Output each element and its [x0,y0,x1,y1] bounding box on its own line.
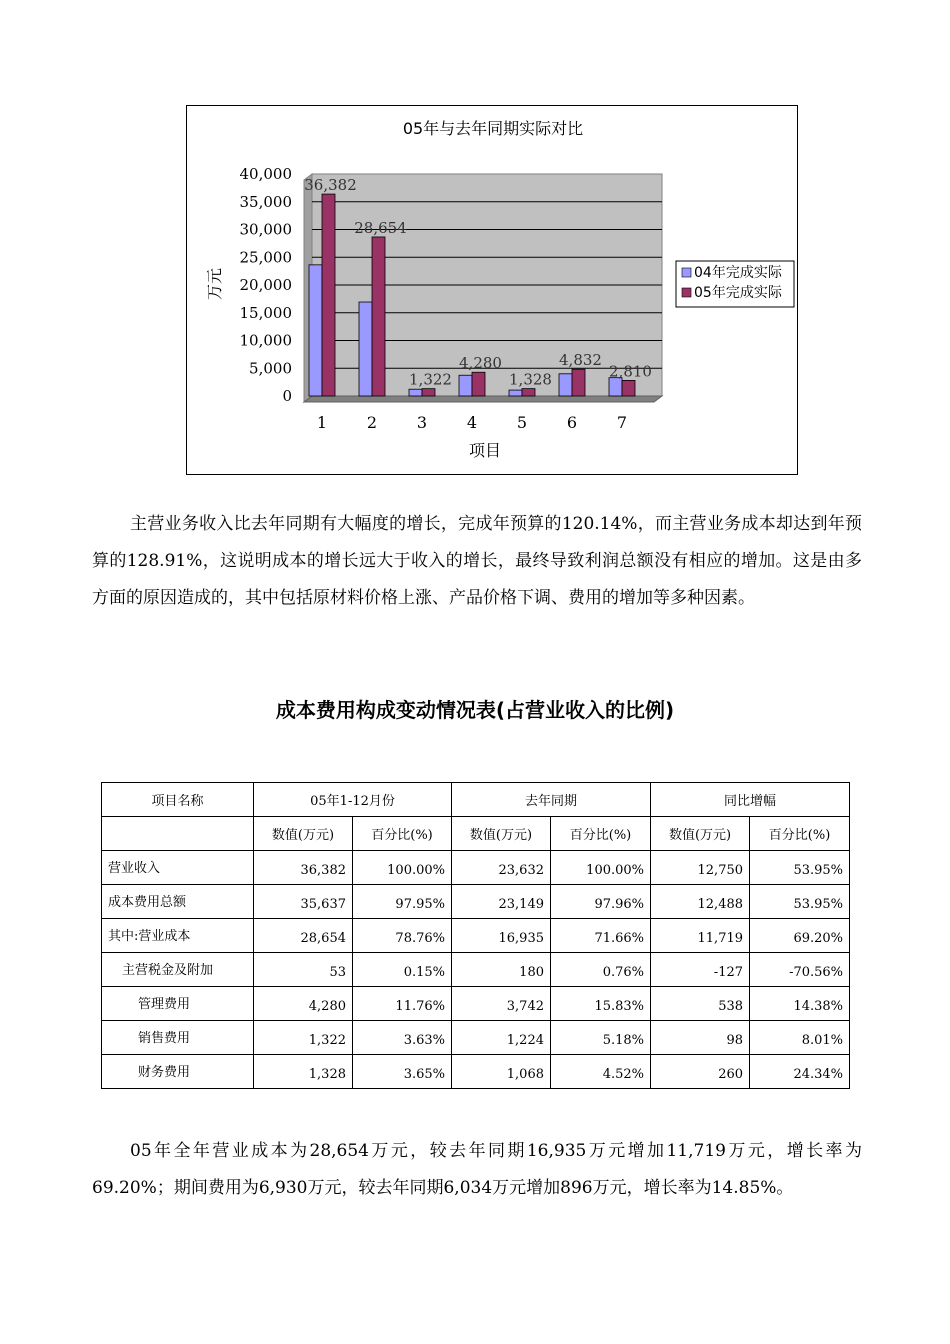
cell-percent: 100.00% [353,851,452,885]
cell-value: -127 [651,953,750,987]
cell-value: 35,637 [254,885,353,919]
data-label: 1,322 [409,370,452,389]
bar-04-item-4 [459,375,472,396]
row-name: 营业收入 [102,851,254,885]
cell-value: 260 [651,1055,750,1089]
cell-value: 53 [254,953,353,987]
table-row [102,885,850,919]
bar-05-item-7 [622,380,635,396]
cell-value: 16,935 [452,919,551,953]
bar-05-item-5 [522,389,535,396]
y-tick-label: 30,000 [239,220,292,239]
subheader-value: 数值(万元) [254,817,353,851]
plot-floor [304,396,662,402]
header-last-year: 去年同期 [452,783,651,817]
data-label: 36,382 [304,176,357,195]
row-name: 财务费用 [102,1055,254,1089]
row-name: 成本费用总额 [102,885,254,919]
cell-value: 28,654 [254,919,353,953]
data-label: 4,832 [559,351,602,370]
table-row [102,919,850,953]
cell-percent: 5.18% [551,1021,651,1055]
y-tick-label: 0 [282,387,292,405]
cell-value: 23,632 [452,851,551,885]
cell-percent: 8.01% [750,1021,850,1055]
cell-percent: 0.15% [353,953,452,987]
x-tick-label: 3 [416,413,428,432]
cell-percent: 100.00% [551,851,651,885]
y-tick-label: 25,000 [239,248,292,267]
bar-04-item-5 [509,390,522,396]
data-label: 4,280 [459,354,502,373]
legend-swatch [682,268,691,277]
table-row [102,953,850,987]
cell-percent: 97.95% [353,885,452,919]
table-row [102,1055,850,1089]
bar-05-item-6 [572,369,585,396]
cell-percent: -70.56% [750,953,850,987]
data-label: 2,810 [609,362,652,381]
bar-chart [187,106,799,476]
cell-value: 36,382 [254,851,353,885]
chart-frame [186,105,798,475]
x-axis-label: 项目 [468,441,502,460]
header-2005: 05年1-12月份 [254,783,452,817]
legend-label: 05年完成实际 [694,285,782,301]
cell-value: 4,280 [254,987,353,1021]
subheader-percent: 百分比(%) [750,817,850,851]
cell-percent: 71.66% [551,919,651,953]
paragraph-cost-analysis: 05年全年营业成本为28,654万元，较去年同期16,935万元增加11,719万元，增长率为69.20%；期间费用为6,930万元，较去年同期6,034万元增加896万元，增长率为14.85%。 [92,1141,862,1198]
bar-04-item-1 [309,265,322,396]
cell-percent: 97.96% [551,885,651,919]
x-tick-label: 1 [316,413,328,432]
cell-percent: 15.83% [551,987,651,1021]
cell-value: 98 [651,1021,750,1055]
cell-percent: 53.95% [750,851,850,885]
y-tick-label: 35,000 [239,192,292,211]
cell-percent: 4.52% [551,1055,651,1089]
y-tick-label: 5,000 [249,359,292,378]
table-row [102,987,850,1021]
cell-value: 1,224 [452,1021,551,1055]
cell-percent: 3.65% [353,1055,452,1089]
cell-value: 23,149 [452,885,551,919]
x-tick-label: 5 [516,413,528,432]
x-tick-label: 6 [566,413,578,432]
cell-value: 538 [651,987,750,1021]
subheader-percent: 百分比(%) [353,817,452,851]
x-tick-label: 4 [466,413,478,432]
cell-value: 3,742 [452,987,551,1021]
y-tick-label: 20,000 [239,276,292,294]
bar-05-item-1 [322,194,335,396]
cell-percent: 11.76% [353,987,452,1021]
subheader-value: 数值(万元) [651,817,750,851]
subheader-percent: 百分比(%) [551,817,651,851]
cell-value: 11,719 [651,919,750,953]
legend-label: 04年完成实际 [694,265,782,281]
table-row [102,1021,850,1055]
table-row [102,851,850,885]
cell-percent: 78.76% [353,919,452,953]
data-label: 1,328 [509,370,552,389]
cell-percent: 24.34% [750,1055,850,1089]
cell-value: 1,328 [254,1055,353,1089]
cell-percent: 14.38% [750,987,850,1021]
data-label: 28,654 [354,218,407,237]
cell-value: 1,068 [452,1055,551,1089]
row-name: 主营税金及附加 [102,953,254,987]
header-yoy-change: 同比增幅 [651,783,850,817]
bar-05-item-2 [372,237,385,396]
cell-value: 1,322 [254,1021,353,1055]
table-title: 成本费用构成变动情况表(占营业收入的比例) [275,698,675,722]
bar-04-item-7 [609,378,622,396]
cell-value: 180 [452,953,551,987]
y-tick-label: 15,000 [239,303,292,322]
chart-title: 05年与去年同期实际对比 [402,119,584,138]
cell-value: 12,750 [651,851,750,885]
bar-05-item-4 [472,372,485,396]
row-name: 管理费用 [102,987,254,1021]
cell-percent: 53.95% [750,885,850,919]
subheader-value: 数值(万元) [452,817,551,851]
legend-swatch [682,288,691,297]
y-axis-label: 万元 [205,267,224,301]
bar-04-item-6 [559,374,572,396]
chart-legend [676,261,794,307]
bar-04-item-3 [409,389,422,396]
cell-percent: 69.20% [750,919,850,953]
paragraph-revenue-analysis: 主营业务收入比去年同期有大幅度的增长，完成年预算的120.14%，而主营业务成本却达到年预算的128.91%，这说明成本的增长远大于收入的增长，最终导致利润总额没有相应的增加。这是由多方面的原因造成的，其中包括原材料价格上涨、产品价格下调、费用的增加等多种因素。 [92,514,862,608]
subheader-empty [102,817,254,851]
bar-05-item-3 [422,389,435,396]
row-name: 其中:营业成本 [102,919,254,953]
row-name: 销售费用 [102,1021,254,1055]
x-tick-label: 2 [366,413,378,432]
table-header-row [102,783,850,817]
table-subheader-row [102,817,850,851]
cell-value: 12,488 [651,885,750,919]
y-tick-label: 10,000 [239,331,292,350]
x-tick-label: 7 [616,413,628,432]
cell-percent: 0.76% [551,953,651,987]
cell-percent: 3.63% [353,1021,452,1055]
cost-structure-table [101,782,850,1089]
y-tick-label: 40,000 [239,165,292,183]
header-item-name: 项目名称 [102,783,254,817]
bar-04-item-2 [359,302,372,396]
